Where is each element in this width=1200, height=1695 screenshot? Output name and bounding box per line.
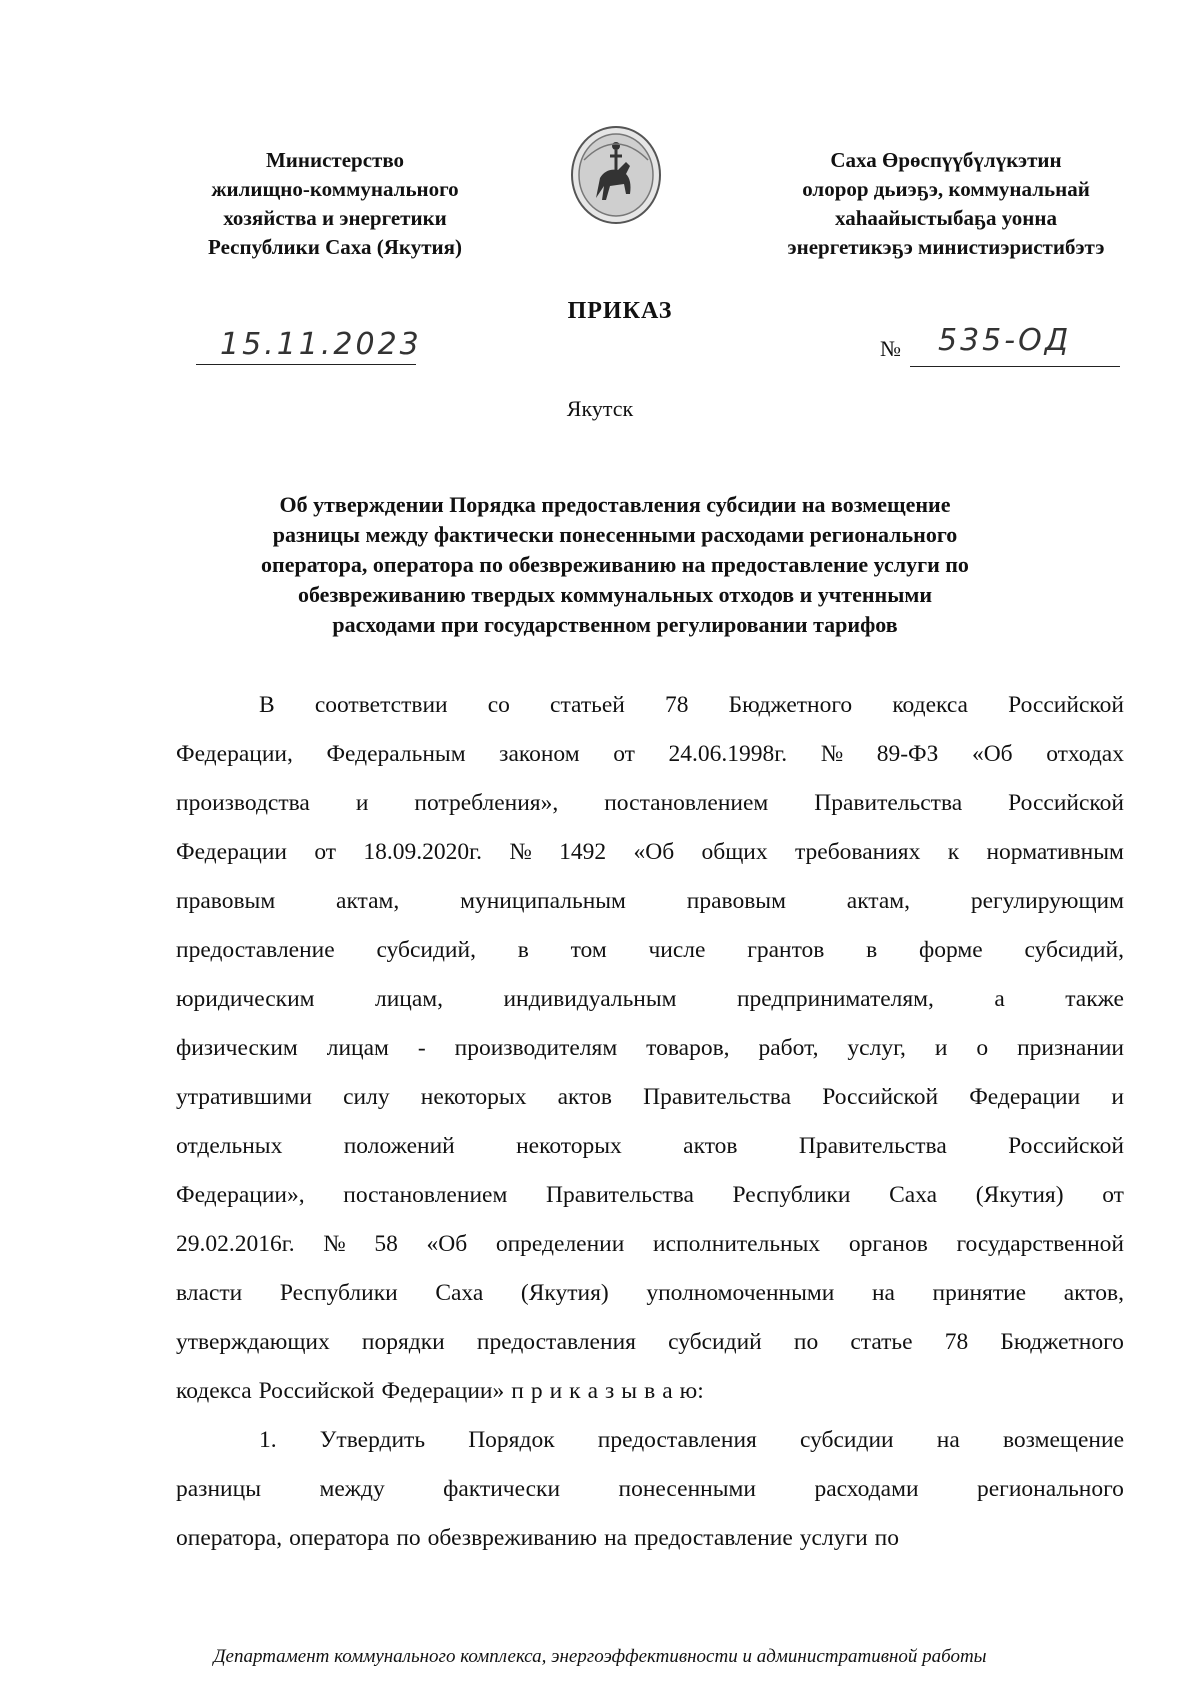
ministry-line-sakha: Саха Өрөспүүбүлүкэтин	[830, 148, 1062, 172]
document-body	[176, 681, 1124, 1563]
ministry-line: жилищно-коммунального	[211, 177, 459, 201]
body-line: физическим лицам - производителям товаров, работ, услуг, и о признании	[176, 1035, 1124, 1061]
ministry-name-sakha	[736, 146, 1156, 262]
body-line: Федерации от 18.09.2020г. № 1492 «Об общих требованиях к нормативным	[176, 839, 1124, 865]
ministry-line: Республики Саха (Якутия)	[208, 235, 462, 259]
ministry-line-sakha: олорор дьиэҕэ, коммунальнай	[802, 177, 1090, 201]
ministry-line-sakha: энергетикэҕэ министиэристибэтэ	[787, 235, 1105, 259]
body-line: производства и потребления», постановлением Правительства Российской	[176, 790, 1124, 816]
body-line: предоставление субсидий, в том числе грантов в форме субсидий,	[176, 937, 1124, 963]
body-line: Федерации», постановлением Правительства Республики Саха (Якутия) от	[176, 1182, 1124, 1208]
body-line: утратившими силу некоторых актов Правительства Российской Федерации и	[176, 1084, 1124, 1110]
ministry-line-sakha: хаһаайыстыбаҕа уонна	[835, 206, 1057, 230]
body-line: юридическим лицам, индивидуальным предпринимателям, а также	[176, 986, 1124, 1012]
body-line: утверждающих порядки предоставления субсидий по статье 78 Бюджетного	[176, 1329, 1124, 1355]
body-line: 1. Утвердить Порядок предоставления субсидии на возмещение	[259, 1427, 1124, 1453]
title-line: оператора, оператора по обезвреживанию на предоставление услуги по	[261, 552, 969, 577]
number-handwritten: 535-ОД	[938, 323, 1072, 358]
ministry-name-russian	[150, 146, 520, 262]
title-line: Об утверждении Порядка предоставления субсидии на возмещение	[279, 492, 951, 517]
date-handwritten: 15.11.2023	[220, 327, 422, 362]
ministry-line: Министерство	[265, 148, 405, 172]
date-underline	[196, 364, 416, 365]
body-line: правовым актам, муниципальным правовым актам, регулирующим	[176, 888, 1124, 914]
body-line: В соответствии со статьей 78 Бюджетного кодекса Российской	[259, 692, 1124, 718]
title-line: обезвреживанию твердых коммунальных отходов и учтенными	[297, 582, 933, 607]
body-line: 29.02.2016г. № 58 «Об определении исполнительных органов государственной	[176, 1231, 1124, 1257]
coat-of-arms-emblem-icon	[566, 120, 666, 230]
document-title	[190, 490, 1040, 640]
number-underline	[910, 366, 1120, 367]
title-line: расходами при государственном регулировании тарифов	[332, 612, 898, 637]
number-sign: №	[880, 336, 901, 361]
body-line: кодекса Российской Федерации» п р и к а з ы в а ю:	[176, 1378, 704, 1404]
department-footer: Департамент коммунального комплекса, энергоэффективности и административной работы	[213, 1646, 987, 1667]
document-type: ПРИКАЗ	[567, 298, 673, 324]
title-line: разницы между фактически понесенными расходами регионального	[272, 522, 958, 547]
city-name: Якутск	[566, 396, 634, 421]
body-line: отдельных положений некоторых актов Правительства Российской	[176, 1133, 1124, 1159]
body-line: Федерации, Федеральным законом от 24.06.1998г. № 89-ФЗ «Об отходах	[176, 741, 1124, 767]
body-line: оператора, оператора по обезвреживанию на предоставление услуги по	[176, 1525, 899, 1551]
ministry-line: хозяйства и энергетики	[223, 206, 447, 230]
body-line: разницы между фактически понесенными расходами регионального	[176, 1476, 1124, 1502]
body-line: власти Республики Саха (Якутия) уполномоченными на принятие актов,	[176, 1280, 1124, 1306]
